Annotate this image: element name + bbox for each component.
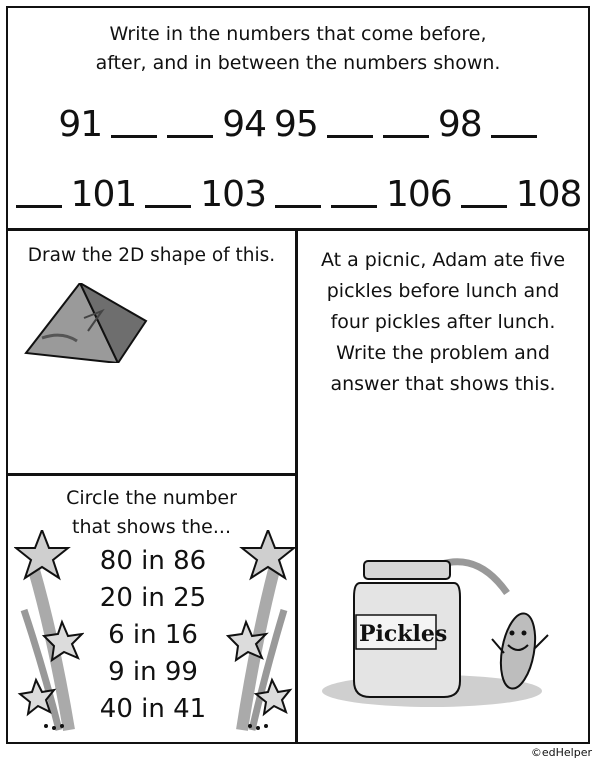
circle-item[interactable]: 9 in 99: [108, 657, 198, 687]
answer-blank[interactable]: [145, 205, 191, 208]
sequence-section: [6, 6, 590, 230]
answer-blank[interactable]: [383, 135, 429, 138]
answer-blank[interactable]: [461, 205, 507, 208]
sequence-number: 108: [515, 174, 582, 215]
sequence-number: 98: [437, 104, 482, 145]
sequence-number: 106: [386, 174, 452, 215]
word-problem-line: four pickles after lunch.: [330, 311, 556, 333]
shape-question: Draw the 2D shape of this.: [27, 245, 276, 266]
circle-item[interactable]: 40 in 41: [99, 694, 207, 724]
shape-section[interactable]: [6, 229, 297, 475]
answer-blank[interactable]: [491, 135, 537, 138]
sequence-number: 95: [274, 104, 318, 145]
pickle-jar-illustration: [322, 553, 562, 713]
word-problem-section[interactable]: [296, 229, 590, 744]
answer-blank[interactable]: [167, 135, 213, 138]
circle-number-section[interactable]: [6, 474, 297, 744]
instructions-line: Write in the numbers that come before,: [109, 23, 487, 45]
word-problem-line: pickles before lunch and: [326, 280, 560, 302]
sequence-row-1: [8, 104, 588, 145]
word-problem-line: At a picnic, Adam ate five: [320, 249, 566, 271]
answer-blank[interactable]: [331, 205, 377, 208]
shooting-stars-left-icon: [14, 530, 84, 735]
shooting-stars-right-icon: [226, 530, 296, 735]
circle-item[interactable]: 6 in 16: [108, 620, 198, 650]
svg-text:Pickles: Pickles: [359, 621, 448, 647]
sequence-number: 91: [58, 104, 103, 145]
circle-number-list: [88, 543, 218, 728]
pyramid-icon: [22, 283, 152, 363]
sequence-number: 101: [70, 174, 137, 215]
circle-title-line: that shows the...: [72, 516, 231, 538]
word-problem-line: answer that shows this.: [330, 373, 556, 395]
copyright-label: ©edHelper: [530, 746, 592, 759]
sequence-row-2: [8, 174, 588, 215]
answer-blank[interactable]: [275, 205, 321, 208]
sequence-instructions: [8, 20, 588, 78]
sequence-number: 103: [200, 174, 266, 215]
instructions-line: after, and in between the numbers shown.: [95, 52, 501, 74]
answer-blank[interactable]: [327, 135, 373, 138]
word-problem-text: [302, 245, 584, 400]
answer-blank[interactable]: [111, 135, 157, 138]
circle-item[interactable]: 20 in 25: [99, 583, 207, 613]
answer-blank[interactable]: [16, 205, 62, 208]
sequence-number: 94: [222, 104, 266, 145]
circle-item[interactable]: 80 in 86: [99, 546, 207, 576]
word-problem-line: Write the problem and: [336, 342, 550, 364]
circle-title-line: Circle the number: [66, 487, 237, 509]
